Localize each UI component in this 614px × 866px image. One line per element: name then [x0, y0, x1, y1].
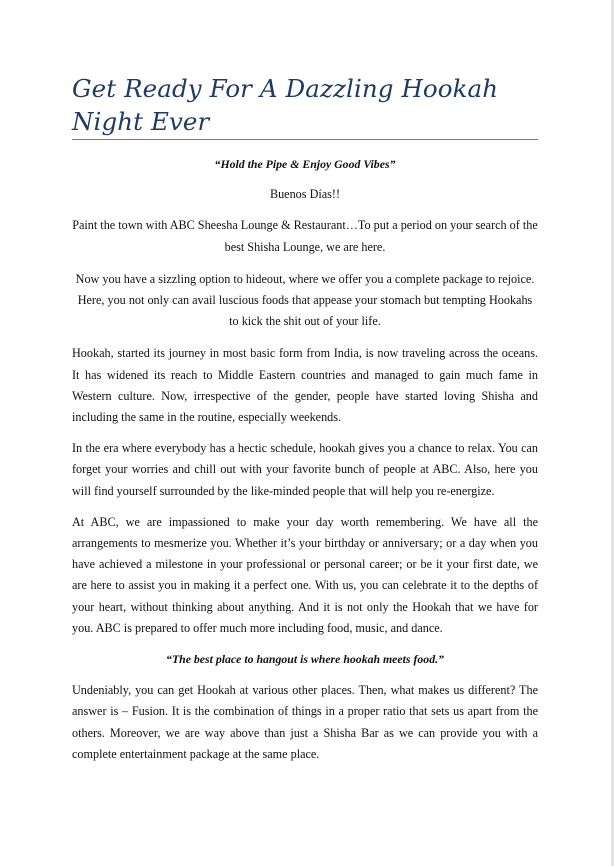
- document-content: [72, 72, 538, 765]
- document-title: Get Ready For A Dazzling Hookah Night Ever: [72, 72, 538, 140]
- intro-paragraph-1: Paint the town with ABC Sheesha Lounge & Restaurant…To put a period on your search of the best Shisha Lounge, we are here.: [72, 218, 538, 254]
- body-paragraph-fusion: Undeniably, you can get Hookah at various other places. Then, what makes us different? The answer is – Fusion. It is the combination of things in a proper ratio that sets us apart from the others. Moreover, we are way above than just a Shisha Bar as we can provide you with a complete entertainment package at the same place.: [72, 683, 538, 761]
- intro-paragraph-2: Now you have a sizzling option to hideout, where we offer you a complete package to rejoice. Here, you not only can avail luscious foods that appease your stomach but tempting Hookahs to kick the shit out of your life.: [75, 271, 535, 329]
- pull-quote: “The best place to hangout is where hookah meets food.”: [166, 652, 444, 667]
- body-paragraph-history: Hookah, started its journey in most basic form from India, is now traveling across the oceans. It has widened its reach to Middle Eastern countries and managed to gain much fame in Western culture. Now, irrespective of the gender, people have started loving Shisha and including the same in the routine, especially weekends.: [72, 346, 538, 425]
- tagline-quote: “Hold the Pipe & Enjoy Good Vibes”: [214, 157, 396, 171]
- body-paragraph-celebrate: At ABC, we are impassioned to make your day worth remembering. We have all the arrangements to mesmerize you. Whether it’s your birthday or anniversary; or a day when you have achieved a milestone in your professional or personal career; or be it your first date, we are here to assist you in making it a perfect one. With us, you can celebrate it to the depths of your heart, without thinking about anything. And it is not only the Hookah that we have for you. ABC is prepared to offer much more including food, music, and dance.: [72, 514, 538, 635]
- body-paragraph-relax: In the era where everybody has a hectic schedule, hookah gives you a chance to relax. You can forget your worries and chill out with your favorite bunch of people at ABC. Also, here you will find yourself surrounded by the like-minded people that will help you re-energize.: [72, 441, 538, 498]
- greeting: Buenos Días!!: [269, 187, 341, 202]
